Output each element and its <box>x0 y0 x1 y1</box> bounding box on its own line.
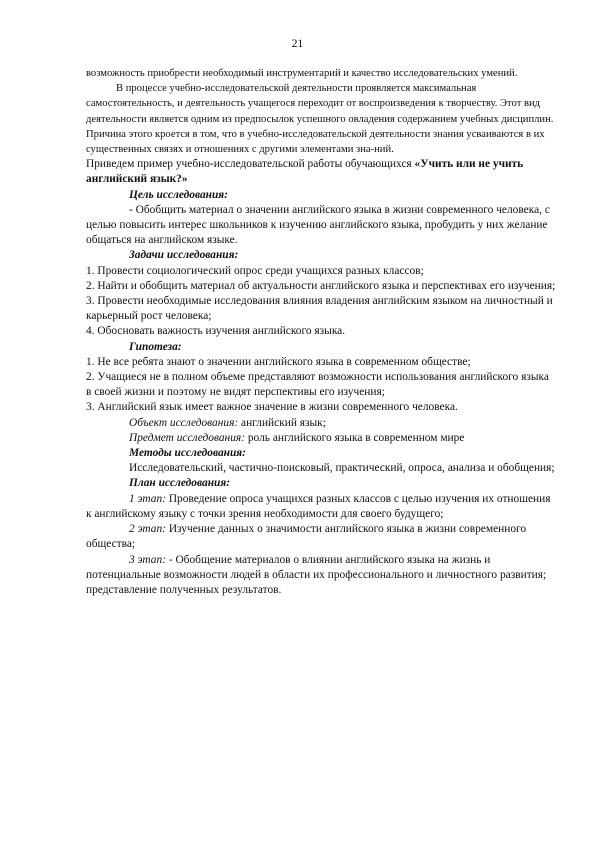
paragraph-research-activity: В процессе учебно-исследовательской деятельности проявляется максимальная самостоятельность, и деятельность учащегося переходит от воспроизведения к творчеству. Этот вид деятельности является одним из предпосылок успешного овладения содержанием учебных дисциплин. Причина этого кроется в том, что в учебно-исследовательской деятельности знания усваиваются в их существенных связях и отношениях с другими элементами зна-ний. <box>86 83 554 156</box>
plan-stage <box>86 522 556 552</box>
goal-heading: Цель исследования: <box>129 188 228 201</box>
subject-text: роль английского языка в современном мире <box>245 431 465 444</box>
stage-text: Проведение опроса учащихся разных классов с целью изучения их отношения к английскому языку с точки зрения необходимости для своего будущего; <box>86 492 551 520</box>
task-item: 1. Провести социологический опрос среди учащихся разных классов; <box>86 264 424 277</box>
research-object <box>86 416 556 431</box>
object-text: английский язык; <box>238 416 326 429</box>
page-number: 21 <box>291 38 304 50</box>
hypothesis-item: 1. Не все ребята знают о значении английского языка в современном обществе; <box>86 355 471 368</box>
page-content <box>86 66 556 598</box>
stage-text: Изучение данных о значимости английского языка в жизни современного общества; <box>86 523 527 551</box>
paragraph-intro-end: возможность приобрести необходимый инструментарий и качество исследовательских умений. <box>86 68 518 79</box>
task-item: 2. Найти и обобщить материал об актуальности английского языка и перспективах его изучения; <box>86 279 556 292</box>
task-item: 4. Обосновать важность изучения английского языка. <box>86 325 346 338</box>
tasks-heading: Задачи исследования: <box>129 249 239 262</box>
stage-text: - Обобщение материалов о влиянии английского языка на жизнь и потенциальные возможности людей в области их профессионального и личностного развития; представление полученных результатов. <box>86 553 547 596</box>
example-intro-text: Приведем пример учебно-исследовательской работы обучающихся <box>86 158 415 171</box>
goal-text: - Обобщить материал о значении английского языка в жизни современного человека, с целью повысить интерес школьников к изучению английского языка, пробудить у них желание общаться на английском языке. <box>86 203 550 247</box>
subject-label: Предмет исследования: <box>129 431 245 444</box>
research-title: «Учить или не учить английский язык?» <box>86 158 524 186</box>
task-item: 3. Провести необходимые исследования влияния владения английским языком на личностный и карьерный рост человека; <box>86 295 553 323</box>
stage-label: 3 этап: <box>129 553 166 566</box>
stage-label: 2 этап: <box>129 523 166 536</box>
plan-stage <box>86 492 556 522</box>
hypothesis-item: 2. Учащиеся не в полном объеме представляют возможности использования английского языка в своей жизни и поэтому не видят перспективы его изучения; <box>86 371 549 399</box>
example-intro <box>86 157 556 187</box>
hypothesis-item: 3. Английский язык имеет важное значение в жизни современного человека. <box>86 401 458 414</box>
plan-stage <box>86 553 556 599</box>
methods-text: Исследовательский, частично-поисковый, практический, опроса, анализа и обобщения; <box>129 462 555 475</box>
research-subject <box>86 431 556 446</box>
stage-label: 1 этап: <box>129 492 166 505</box>
hypothesis-heading: Гипотеза: <box>129 340 182 353</box>
object-label: Объект исследования: <box>129 416 239 429</box>
plan-heading: План исследования: <box>129 477 231 490</box>
methods-heading: Методы исследования: <box>129 447 246 460</box>
